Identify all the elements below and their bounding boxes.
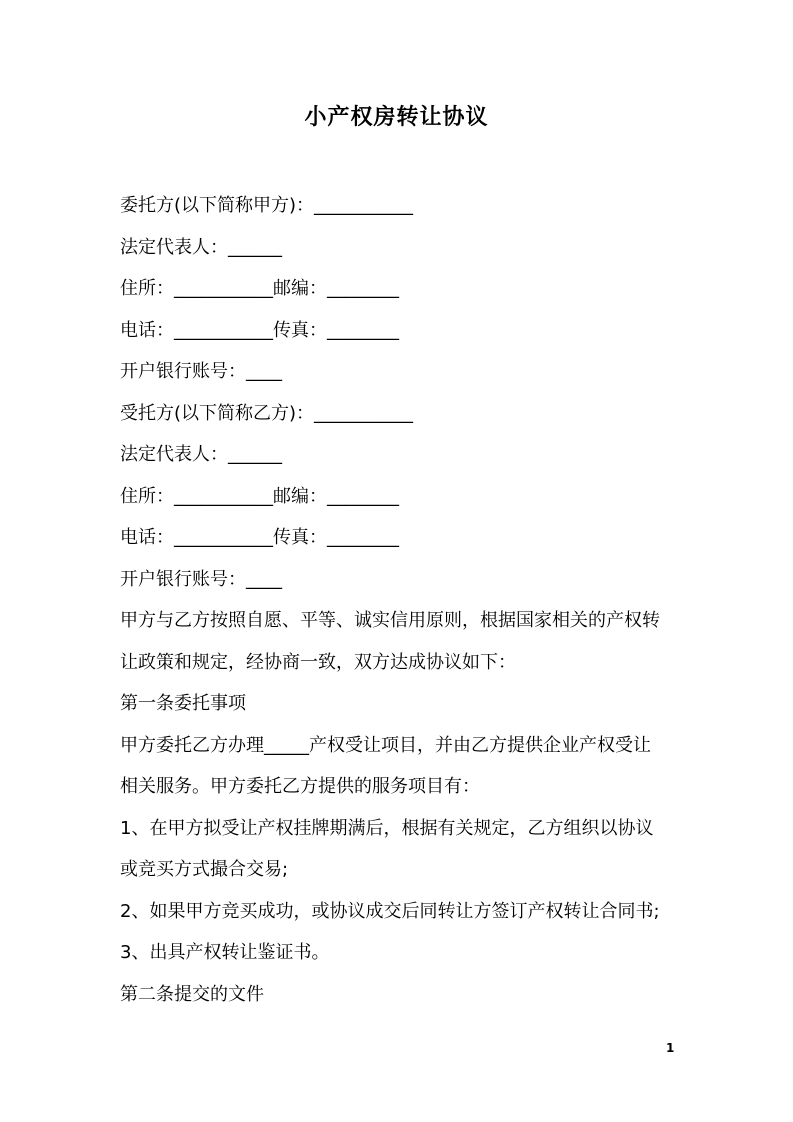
text-line: 电话：___________传真：________ xyxy=(120,527,399,548)
page-number: 1 xyxy=(666,1041,675,1055)
text-line: 法定代表人：______ xyxy=(120,444,282,465)
text-line: 电话：___________传真：________ xyxy=(120,319,399,341)
document-body xyxy=(120,185,680,1015)
section-heading: 第二条提交的文件 xyxy=(120,983,264,1005)
text-line: 甲方与乙方按照自愿、平等、诚实信用原则，根据国家相关的产权转 xyxy=(120,610,660,631)
text-line: 开户银行账号：____ xyxy=(120,568,282,590)
text-line: 甲方委托乙方办理_____产权受让项目，并由乙方提供企业产权受让 xyxy=(120,734,651,756)
section-heading: 第一条委托事项 xyxy=(120,693,246,714)
text-line: 法定代表人：______ xyxy=(120,236,282,258)
text-line: 让政策和规定，经协商一致，双方达成协议如下： xyxy=(120,651,516,673)
list-item: 3、出具产权转让鉴证书。 xyxy=(120,942,330,963)
text-line: 相关服务。甲方委托乙方提供的服务项目有： xyxy=(120,776,480,797)
list-item: 1、在甲方拟受让产权挂牌期满后，根据有关规定，乙方组织以协议 xyxy=(120,817,654,839)
text-line: 开户银行账号：____ xyxy=(120,361,282,382)
list-item: 2、如果甲方竞买成功，或协议成交后同转让方签订产权转让合同书; xyxy=(120,900,660,922)
text-line: 受托方(以下简称乙方)：___________ xyxy=(120,402,414,424)
text-line: 住所：___________邮编：________ xyxy=(120,278,399,299)
text-line: 或竞买方式撮合交易; xyxy=(120,859,289,880)
text-line: 住所：___________邮编：________ xyxy=(120,485,399,507)
text-line: 委托方(以下简称甲方)：___________ xyxy=(120,195,414,216)
document-title: 小产权房转让协议 xyxy=(304,105,489,130)
